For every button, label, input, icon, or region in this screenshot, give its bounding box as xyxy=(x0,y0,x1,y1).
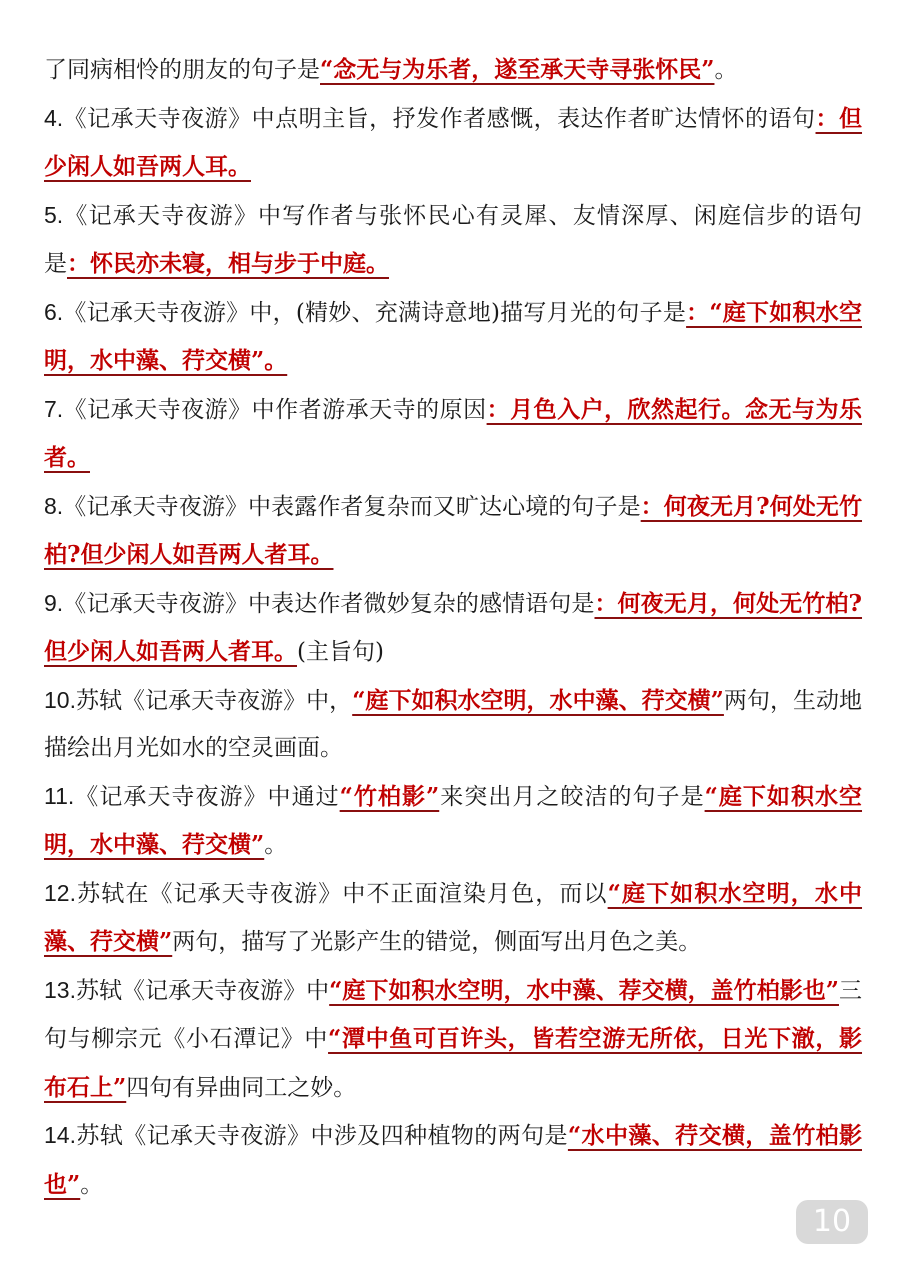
answer-text: ：何夜无月?何处无竹柏?但少闲人如吾两人者耳。 xyxy=(44,492,863,568)
answer-text: “庭下如积水空明，水中藻、荐交横，盖竹柏影也” xyxy=(329,976,839,1004)
question-text: 。 xyxy=(80,1171,104,1198)
question-text: 。 xyxy=(714,57,738,83)
question-text: 《记承天寺夜游》中点明主旨，抒发作者感慨，表达作者旷达情怀的语句 xyxy=(63,105,816,132)
question-text: 。 xyxy=(264,832,288,858)
question-item xyxy=(44,870,862,967)
answer-text: “庭下如积水空明，水中藻、荇交横” xyxy=(352,686,724,714)
question-item xyxy=(44,580,862,677)
question-text: 《记承天寺夜游》中通过 xyxy=(74,783,340,810)
question-text: 了同病相怜的朋友的句子是 xyxy=(44,57,320,83)
item-number: 5. xyxy=(44,201,64,228)
question-item xyxy=(44,1112,862,1209)
question-text: 苏轼在《记承天寺夜游》中不正面渲染月色，而以 xyxy=(75,880,608,907)
item-number: 8. xyxy=(44,492,64,519)
item-number: 10. xyxy=(44,686,76,713)
page-number-badge: 10 xyxy=(796,1200,868,1244)
answer-text: “竹柏影” xyxy=(339,782,440,810)
question-text: 《记承天寺夜游》中表露作者复杂而又旷达心境的句子是 xyxy=(63,493,641,520)
answer-text: “庭下如积水空明，水中藻、荇交横” xyxy=(44,782,863,858)
answer-text: ：月色入户，欣然起行。念无与为乐者。 xyxy=(44,395,863,471)
question-text: 《记承天寺夜游》中，(精妙、充满诗意地)描写月光的句子是 xyxy=(63,299,687,326)
question-item xyxy=(44,46,862,95)
question-item xyxy=(44,289,862,386)
document-body xyxy=(44,46,862,1209)
item-number: 14. xyxy=(44,1122,76,1148)
question-text: 四句有异曲同工之妙。 xyxy=(126,1074,357,1101)
item-number: 12. xyxy=(44,879,76,906)
question-text: 来突出月之皎洁的句子是 xyxy=(439,783,705,810)
question-item xyxy=(44,386,862,483)
question-text: 两句，描写了光影产生的错觉，侧面写出月色之美。 xyxy=(172,929,702,955)
question-text: (主旨句) xyxy=(297,639,384,665)
question-item xyxy=(44,677,862,773)
question-item xyxy=(44,483,862,580)
question-text: 两句，生动地描绘出月光如水的空灵画面。 xyxy=(44,687,862,761)
question-item xyxy=(44,967,862,1113)
item-number: 6. xyxy=(44,298,64,325)
question-text: 苏轼《记承天寺夜游》中， xyxy=(75,687,353,714)
answer-text: “庭下如积水空明，水中藻、荇交横” xyxy=(44,879,863,955)
question-item xyxy=(44,95,862,192)
item-number: 13. xyxy=(44,976,76,1003)
answer-text: ：何夜无月，何处无竹柏?但少闲人如吾两人者耳。 xyxy=(44,589,863,665)
question-text: 《记承天寺夜游》中表达作者微妙复杂的感情语句是 xyxy=(63,590,595,617)
question-item xyxy=(44,773,862,870)
answer-text: ：但少闲人如吾两人耳。 xyxy=(44,104,863,180)
question-text: 苏轼《记承天寺夜游》中涉及四种植物的两句是 xyxy=(75,1123,568,1149)
question-text: 苏轼《记承天寺夜游》中 xyxy=(75,977,330,1004)
answer-text: “水中藻、荇交横，盖竹柏影也” xyxy=(44,1122,862,1198)
question-text: 《记承天寺夜游》中写作者与张怀民心有灵犀、友情深厚、闲庭信步的语句是 xyxy=(44,202,862,277)
question-text: 三句与柳宗元《小石潭记》中 xyxy=(44,977,862,1052)
item-number: 11. xyxy=(44,782,75,809)
answer-text: ：怀民亦未寝，相与步于中庭。 xyxy=(67,250,389,277)
item-number: 4. xyxy=(44,104,64,131)
answer-text: ：“庭下如积水空明，水中藻、荇交横”。 xyxy=(44,298,863,374)
item-number: 7. xyxy=(44,395,64,422)
answer-text: “潭中鱼可百许头，皆若空游无所依，日光下澈，影布石上” xyxy=(44,1025,863,1101)
question-item xyxy=(44,192,862,289)
question-text: 《记承天寺夜游》中作者游承天寺的原因 xyxy=(63,396,487,423)
answer-text: “念无与为乐者，遂至承天寺寻张怀民” xyxy=(320,56,715,83)
item-number: 9. xyxy=(44,589,64,616)
